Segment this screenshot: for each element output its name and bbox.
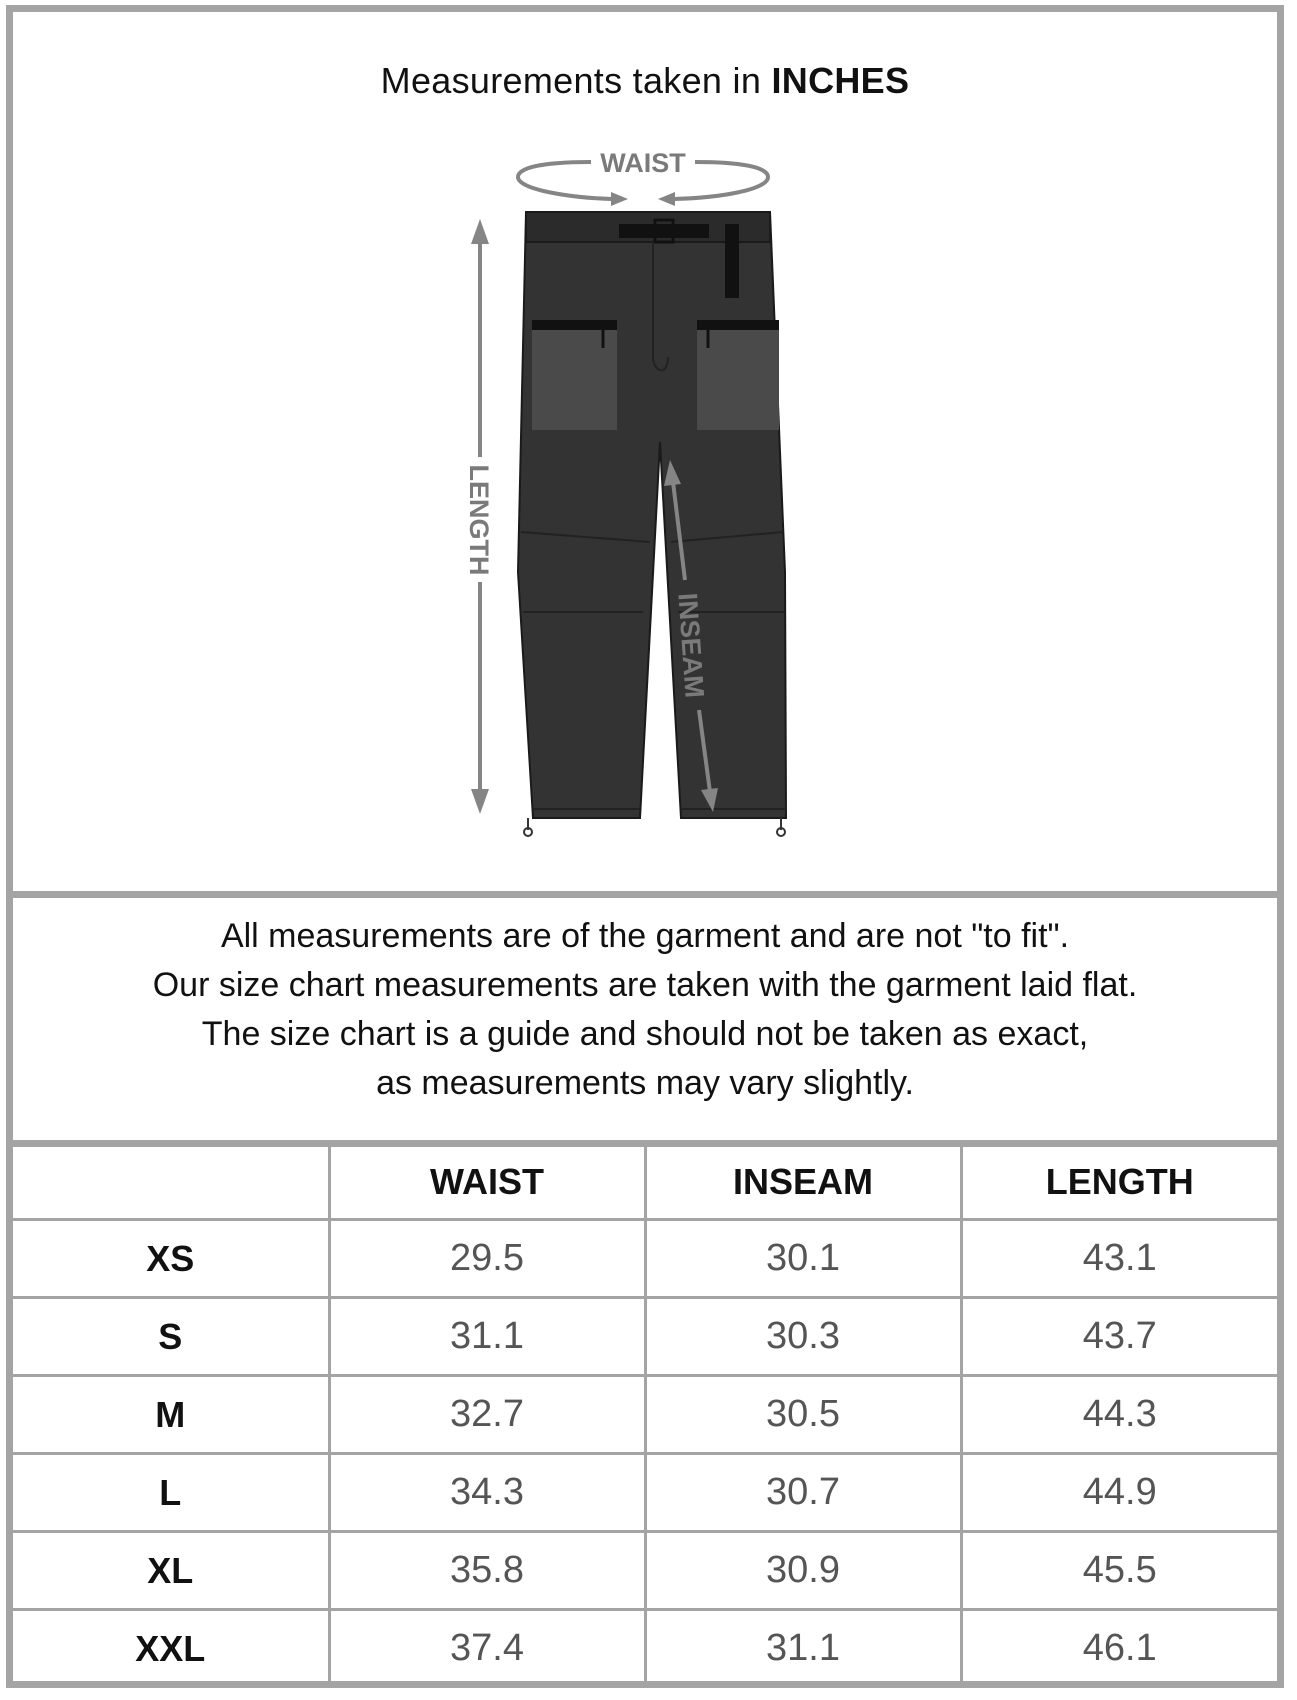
title-unit: INCHES — [771, 60, 910, 101]
measurement-notes — [13, 912, 1277, 1108]
waist-value: 37.4 — [329, 1610, 645, 1687]
waist-value: 34.3 — [329, 1454, 645, 1532]
size-label: XL — [13, 1532, 329, 1610]
size-label: L — [13, 1454, 329, 1532]
title-prefix: Measurements taken in — [380, 60, 762, 101]
length-value: 43.1 — [961, 1220, 1277, 1298]
inseam-value: 30.7 — [645, 1454, 961, 1532]
column-header: INSEAM — [645, 1146, 961, 1220]
length-value: 44.3 — [961, 1376, 1277, 1454]
inseam-value: 30.5 — [645, 1376, 961, 1454]
size-table — [13, 1146, 1277, 1686]
pants-diagram — [13, 122, 1277, 842]
waist-value: 29.5 — [329, 1220, 645, 1298]
pants-garment — [518, 212, 786, 836]
table-row — [13, 1454, 1277, 1532]
length-value: 46.1 — [961, 1610, 1277, 1687]
inseam-value: 31.1 — [645, 1610, 961, 1687]
note-line: as measurements may vary slightly. — [376, 1064, 914, 1102]
table-row — [13, 1298, 1277, 1376]
inseam-label: INSEAM — [672, 591, 710, 699]
waist-label: WAIST — [600, 148, 686, 178]
waist-value: 35.8 — [329, 1532, 645, 1610]
note-line: The size chart is a guide and should not be taken as exact, — [201, 1015, 1089, 1053]
size-label: M — [13, 1376, 329, 1454]
inseam-value: 30.3 — [645, 1298, 961, 1376]
column-header: LENGTH — [961, 1146, 1277, 1220]
waist-arrowhead-left — [611, 192, 628, 206]
size-label: XXL — [13, 1610, 329, 1687]
note-line: Our size chart measurements are taken with the garment laid flat. — [152, 966, 1138, 1004]
table-row — [13, 1376, 1277, 1454]
table-header-row — [13, 1146, 1277, 1220]
size-chart-frame — [6, 5, 1284, 1688]
size-label: XS — [13, 1220, 329, 1298]
table-row — [13, 1532, 1277, 1610]
column-header: WAIST — [329, 1146, 645, 1220]
waist-arrowhead-right — [658, 192, 675, 206]
size-label: S — [13, 1298, 329, 1376]
divider — [13, 891, 1277, 898]
table-row — [13, 1610, 1277, 1687]
table-row — [13, 1220, 1277, 1298]
waist-value: 31.1 — [329, 1298, 645, 1376]
inseam-value: 30.9 — [645, 1532, 961, 1610]
diagram-panel — [13, 12, 1277, 891]
length-value: 44.9 — [961, 1454, 1277, 1532]
column-header — [13, 1146, 329, 1220]
note-line: All measurements are of the garment and are not "to fit". — [220, 917, 1070, 955]
length-value: 43.7 — [961, 1298, 1277, 1376]
length-label: LENGTH — [464, 464, 494, 576]
length-value: 45.5 — [961, 1532, 1277, 1610]
waist-value: 32.7 — [329, 1376, 645, 1454]
inseam-value: 30.1 — [645, 1220, 961, 1298]
page-title — [13, 60, 1277, 102]
